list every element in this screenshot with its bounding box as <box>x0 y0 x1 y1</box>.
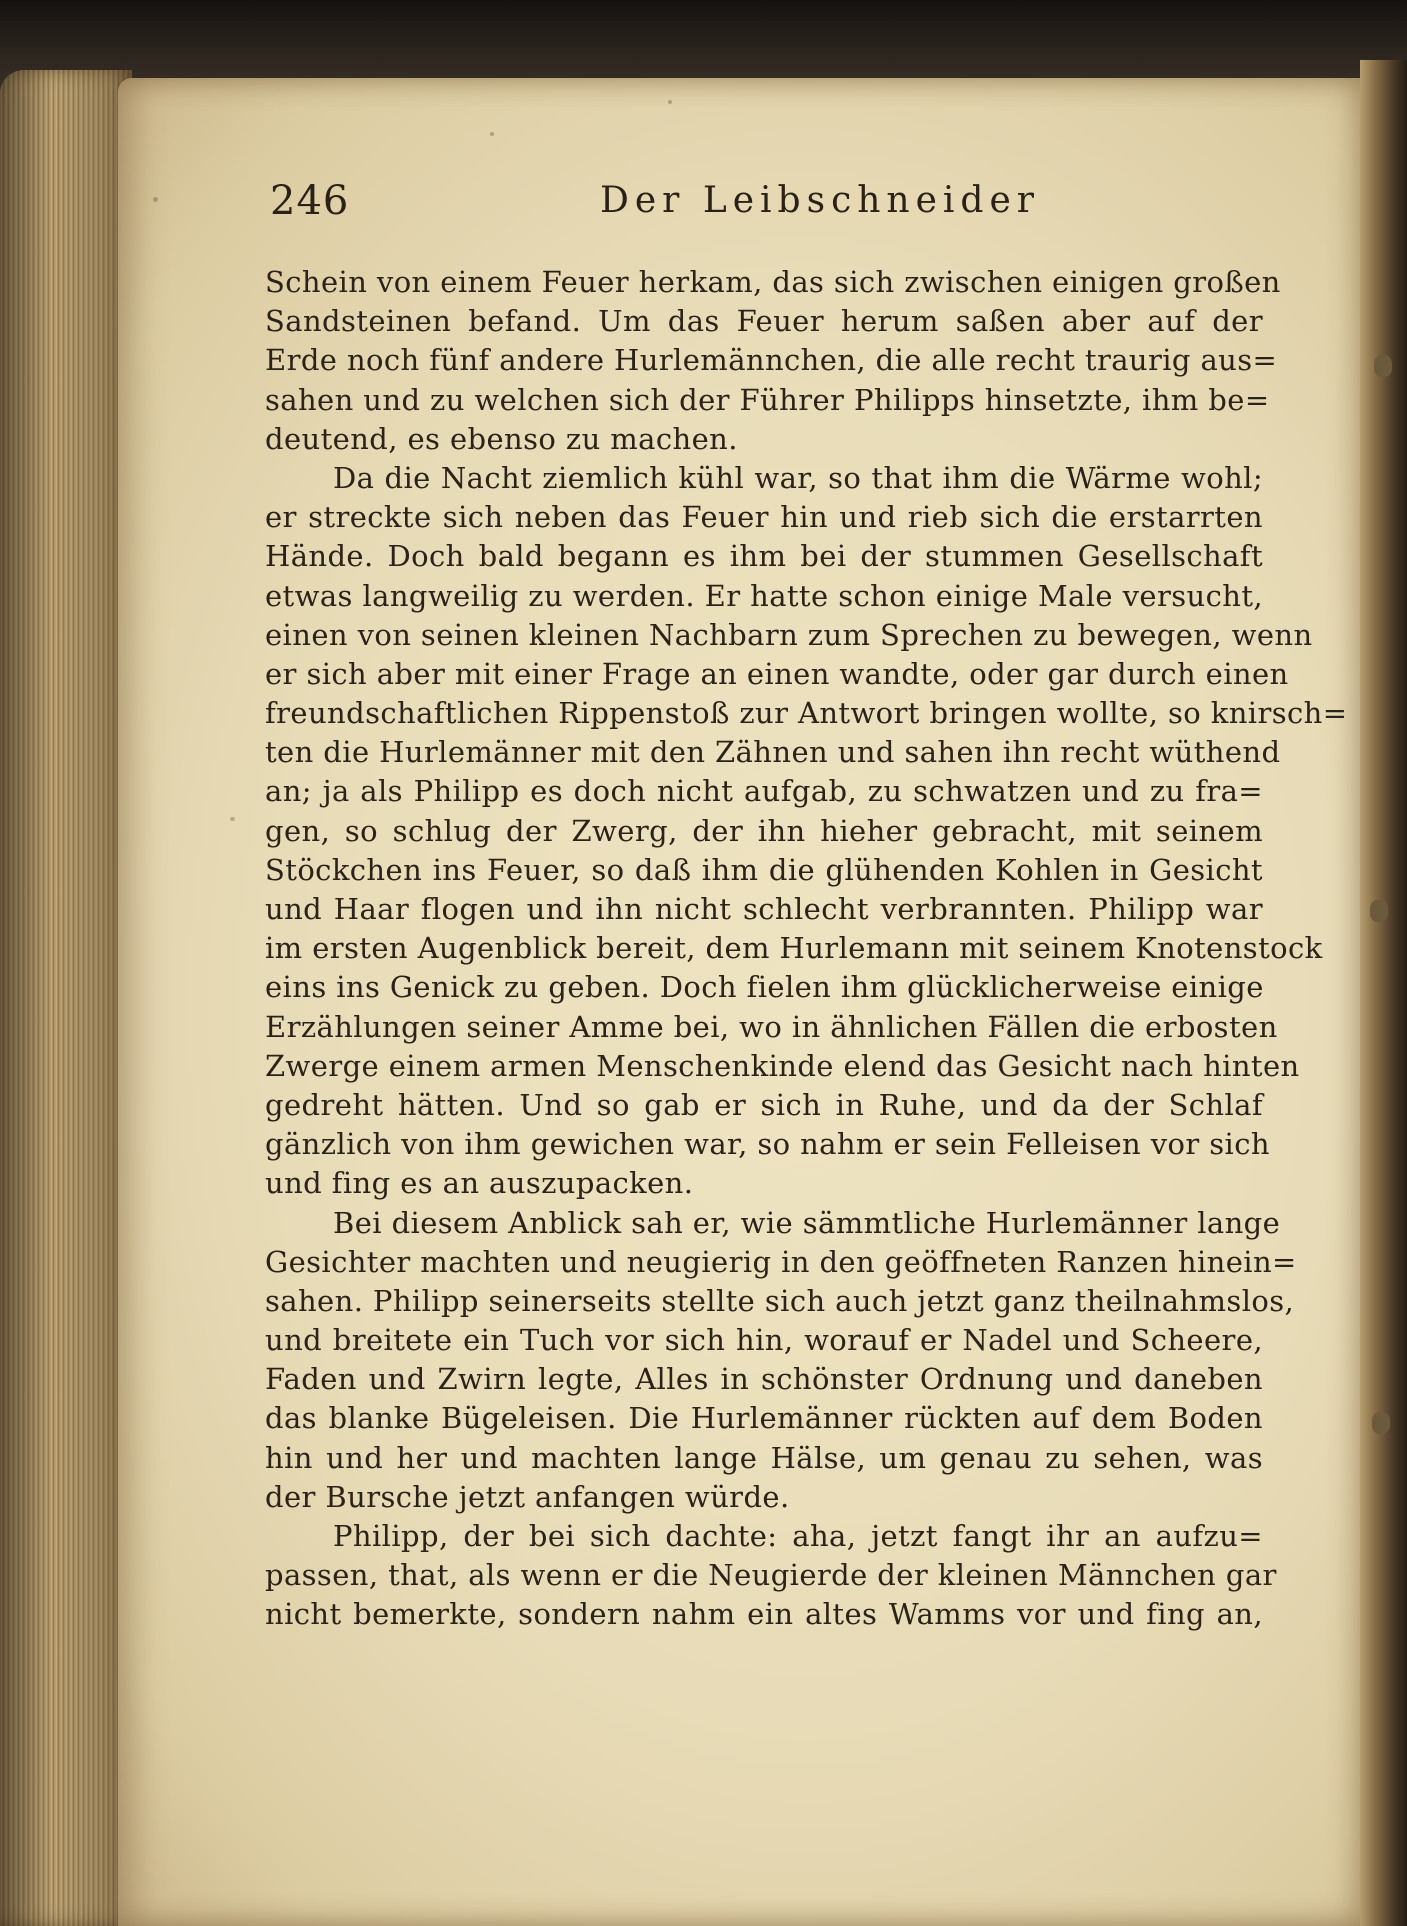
binding-stitch <box>1372 1412 1390 1434</box>
running-head: Der Leibschneider <box>600 180 1040 221</box>
text-line: und fing es an auszupacken. <box>265 1166 694 1201</box>
page-header <box>270 178 1270 238</box>
text-line: passen, that, als wenn er die Neugierde der kleinen Männchen gar <box>265 1558 1277 1593</box>
binding-stitch <box>1374 355 1392 377</box>
text-line: gen, so schlug der Zwerg, der ihn hieher gebracht, mit seinem <box>265 813 1263 848</box>
text-line: gedreht hätten. Und so gab er sich in Ruhe, und da der Schlaf <box>265 1087 1263 1122</box>
text-line: nicht bemerkte, sondern nahm ein altes Wamms vor und fing an, <box>265 1597 1263 1632</box>
binding-stitch <box>1370 900 1388 922</box>
text-line: Hände. Doch bald begann es ihm bei der stummen Gesellschaft <box>265 539 1263 574</box>
text-line: Sandsteinen befand. Um das Feuer herum saßen aber auf der <box>265 304 1263 339</box>
text-line: er streckte sich neben das Feuer hin und rieb sich die erstarrten <box>265 500 1263 535</box>
page-number: 246 <box>270 178 350 224</box>
paper-speck <box>668 100 672 104</box>
text-line: eins ins Genick zu geben. Doch fielen ihm glücklicherweise einige <box>265 970 1264 1005</box>
text-line: Philipp, der bei sich dachte: aha, jetzt fangt ihr an aufzu= <box>333 1519 1263 1553</box>
paper-speck <box>153 197 158 202</box>
text-line: und Haar flogen und ihn nicht schlecht verbrannten. Philipp war <box>265 892 1263 926</box>
text-line: Erzählungen seiner Amme bei, wo in ähnlichen Fällen die erbosten <box>265 1009 1278 1044</box>
body-text <box>265 263 1348 1635</box>
text-line: sahen. Philipp seinerseits stellte sich auch jetzt ganz theilnahmslos, <box>265 1283 1295 1318</box>
text-line: an; ja als Philipp es doch nicht aufgab, zu schwatzen und zu fra= <box>265 774 1263 809</box>
text-line: Da die Nacht ziemlich kühl war, so that ihm die Wärme wohl; <box>333 460 1263 495</box>
text-line: Schein von einem Feuer herkam, das sich zwischen einigen großen <box>265 265 1281 299</box>
text-line: der Bursche jetzt anfangen würde. <box>265 1479 790 1514</box>
text-line: Erde noch fünf andere Hurlemännchen, die alle recht traurig aus= <box>265 343 1278 378</box>
paper-speck <box>230 817 235 821</box>
text-line: Stöckchen ins Feuer, so daß ihm die glühenden Kohlen in Gesicht <box>265 852 1263 887</box>
text-line: Bei diesem Anblick sah er, wie sämmtliche Hurlemänner lange <box>333 1205 1281 1240</box>
text-line: gänzlich von ihm gewichen war, so nahm er sein Felleisen vor sich <box>265 1127 1270 1162</box>
text-line: etwas langweilig zu werden. Er hatte schon einige Male versucht, <box>265 578 1263 613</box>
page-block-shadow <box>0 70 132 1926</box>
text-line: im ersten Augenblick bereit, dem Hurlemann mit seinem Knotenstock <box>265 931 1323 966</box>
text-line: Zwerge einem armen Menschenkinde elend das Gesicht nach hinten <box>265 1048 1300 1083</box>
text-line: hin und her und machten lange Hälse, um genau zu sehen, was <box>265 1440 1263 1475</box>
paper-speck <box>490 132 494 136</box>
text-line: Gesichter machten und neugierig in den geöffneten Ranzen hinein= <box>265 1244 1297 1279</box>
text-line: er sich aber mit einer Frage an einen wandte, oder gar durch einen <box>265 656 1289 691</box>
book-gutter <box>1360 60 1407 1926</box>
text-line: freundschaftlichen Rippenstoß zur Antwort bringen wollte, so knirsch= <box>265 696 1348 731</box>
text-line: das blanke Bügeleisen. Die Hurlemänner rückten auf dem Boden <box>265 1401 1263 1436</box>
text-line: und breitete ein Tuch vor sich hin, worauf er Nadel und Scheere, <box>265 1323 1263 1358</box>
text-line: ten die Hurlemänner mit den Zähnen und sahen ihn recht wüthend <box>265 735 1281 770</box>
text-line: einen von seinen kleinen Nachbarn zum Sprechen zu bewegen, wenn <box>265 617 1313 652</box>
text-line: sahen und zu welchen sich der Führer Philipps hinsetzte, ihm be= <box>265 382 1270 417</box>
text-line: Faden und Zwirn legte, Alles in schönster Ordnung und daneben <box>265 1362 1263 1397</box>
text-line: deutend, es ebenso zu machen. <box>265 421 738 456</box>
